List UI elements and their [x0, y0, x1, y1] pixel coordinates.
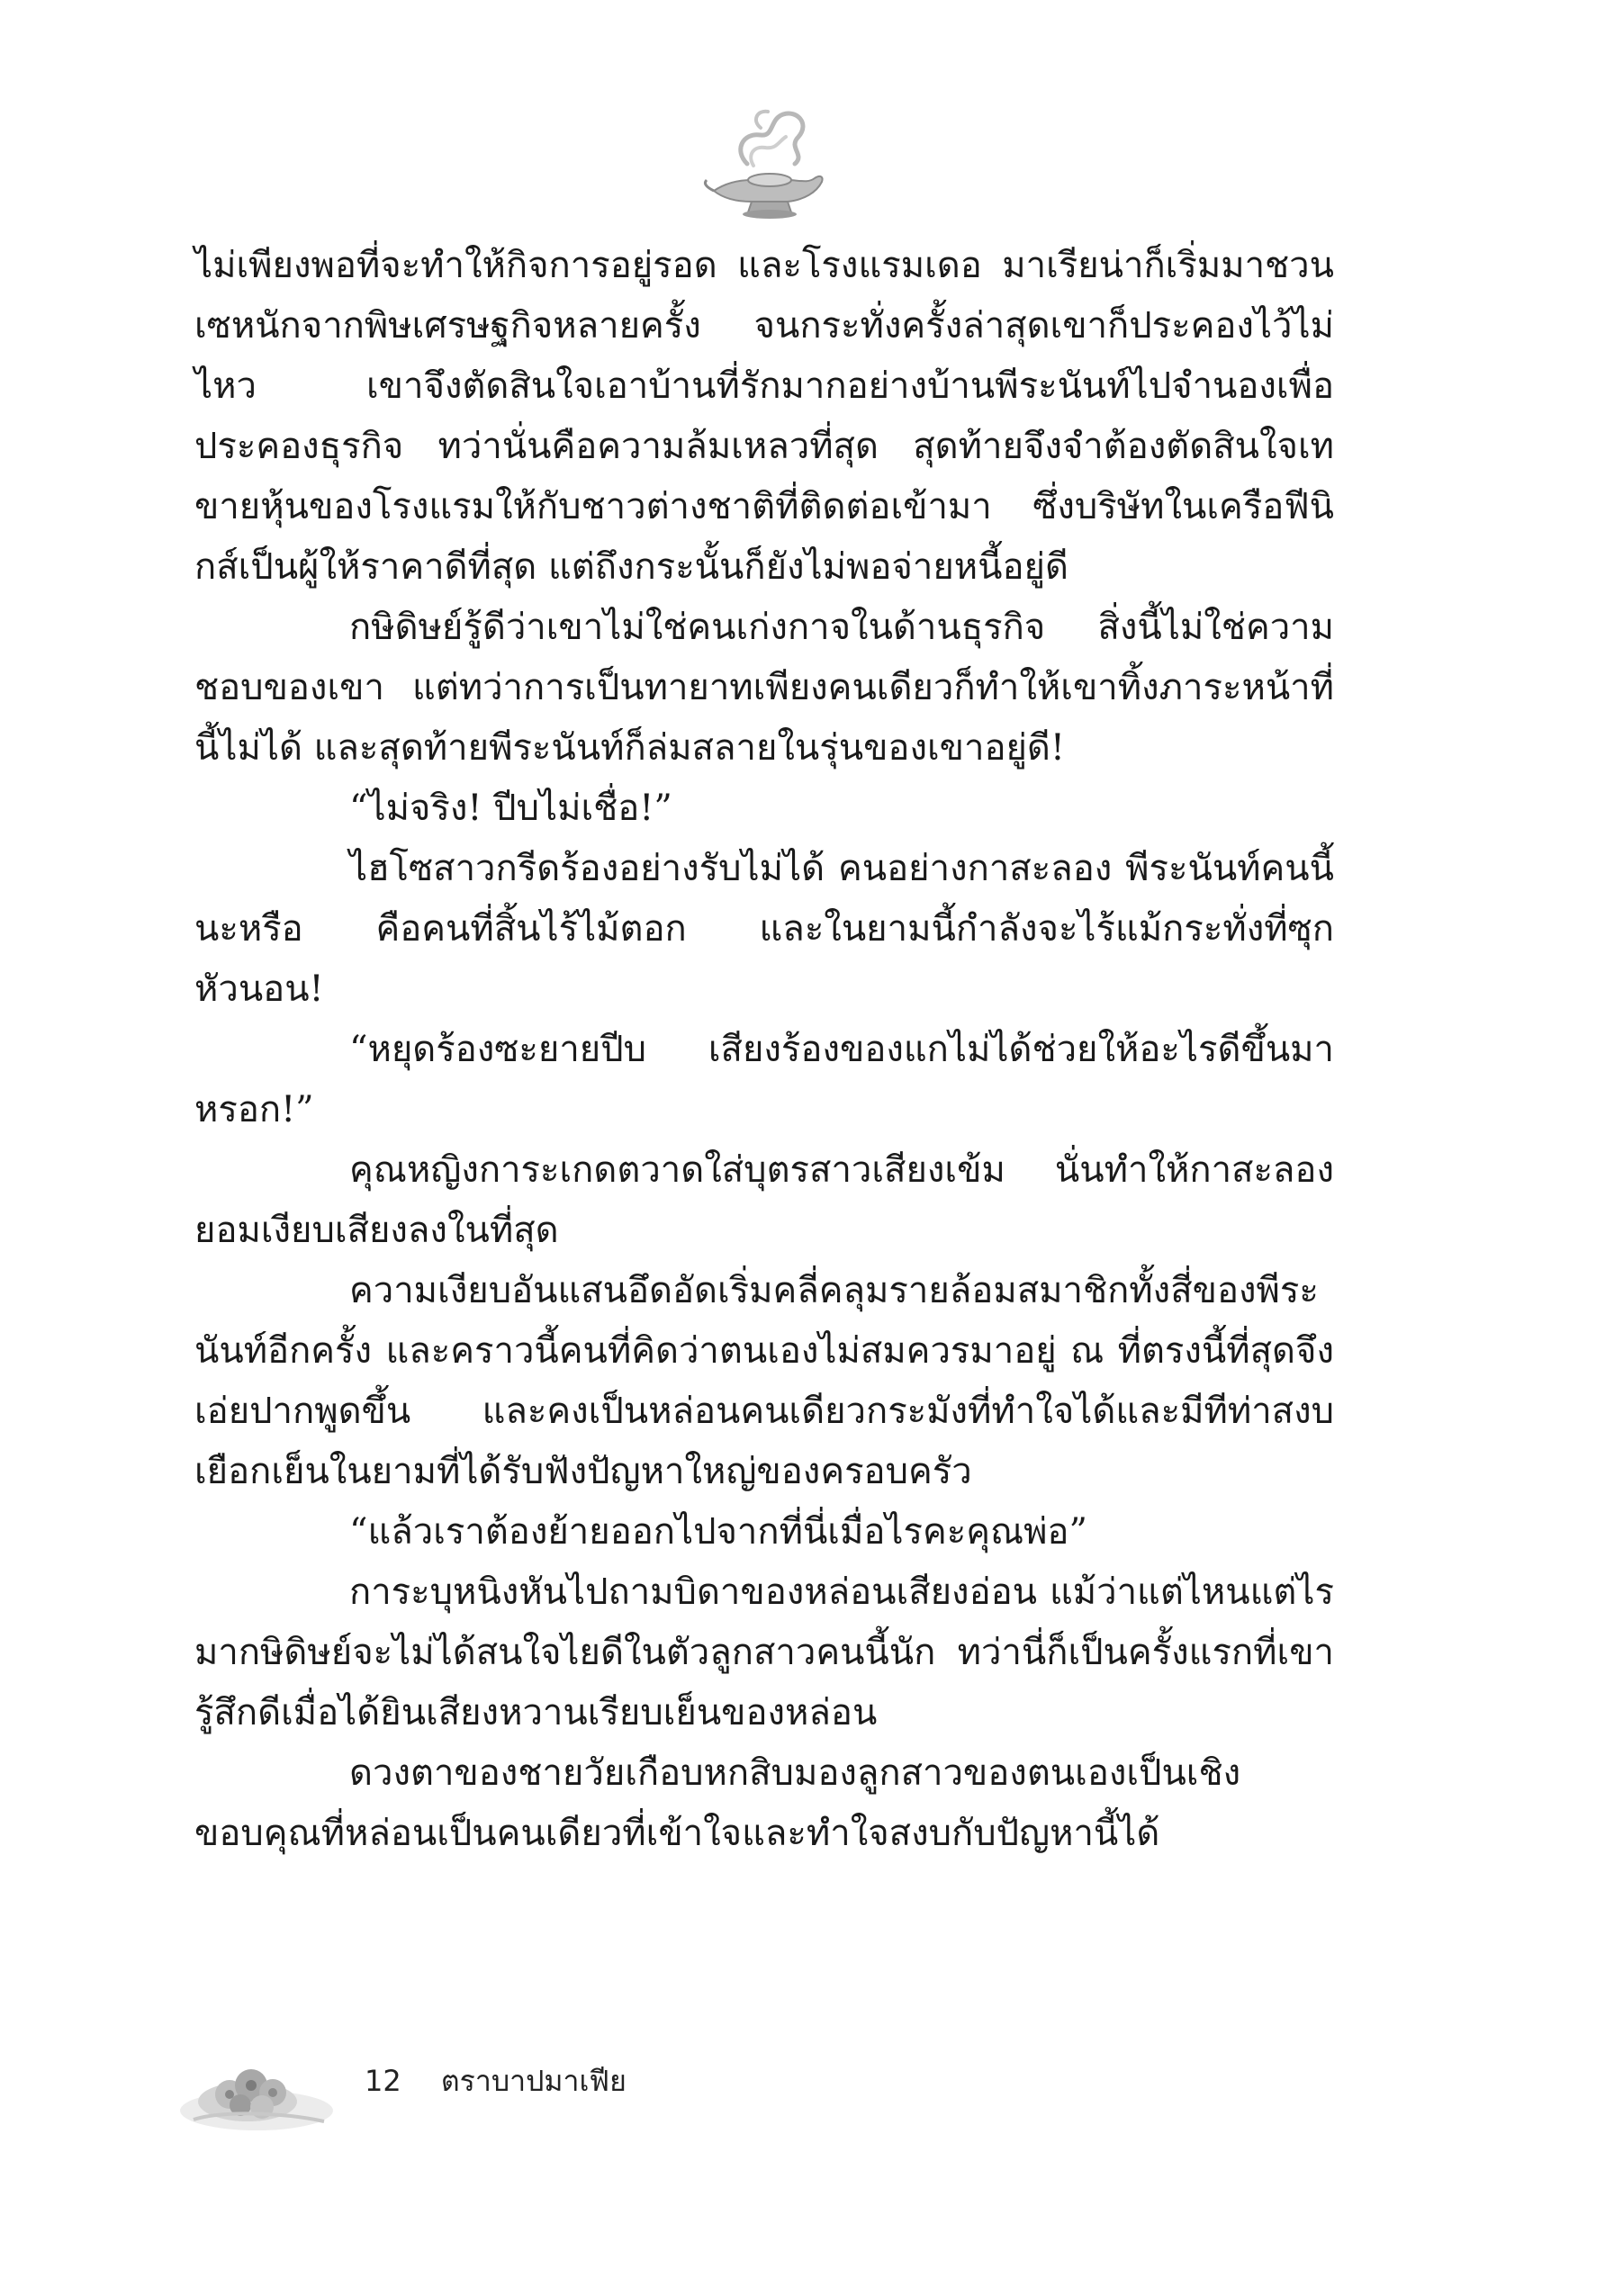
dialogue-paragraph: “ไม่จริง! ปีบไม่เชื่อ!”	[349, 788, 672, 829]
paragraph: ความเงียบอันแสนอึดอัดเริ่มคลี่คลุมรายล้อมสมาชิกทั้งสี่ของพีระนันท์อีกครั้ง และคราวนี้คนที่คิดว่าตนเองไม่สมควรมาอยู่ ณ ที่ตรงนี้ที่สุดจึงเอ่ยปากพูดขึ้น และคงเป็นหล่อนคนเดียวกระมังที่ทำใจได้และมีทีท่าสงบเยือกเย็นในยามที่ได้รับฟังปัญหาใหญ่ของครอบครัว	[194, 1270, 1334, 1492]
dialogue-paragraph: “หยุดร้องซะยายปีบ เสียงร้องของแกไม่ได้ช่วยให้อะไรดีขึ้นมาหรอก!”	[194, 1029, 1334, 1130]
book-title: ตราบาปมาเฟีย	[440, 2064, 627, 2098]
dialogue-paragraph: “แล้วเราต้องย้ายออกไปจากที่นี่เมื่อไรคะคุณพ่อ”	[349, 1511, 1087, 1553]
flower-cluster-icon	[176, 2039, 338, 2138]
paragraph: การะบุหนิงหันไปถามบิดาของหล่อนเสียงอ่อน แม้ว่าแต่ไหนแต่ไรมากษิดิษย์จะไม่ได้สนใจไยดีในตัวลูกสาวคนนี้นัก ทว่านี่ก็เป็นครั้งแรกที่เขารู้สึกดีเมื่อได้ยินเสียงหวานเรียบเย็นของหล่อน	[194, 1571, 1334, 1733]
page-number: 12	[365, 2064, 401, 2098]
paragraph: ไฮโซสาวกรีดร้องอย่างรับไม่ได้ คนอย่างกาสะลอง พีระนันท์คนนี้นะหรือ คือคนที่สิ้นไร้ไม้ตอก และในยามนี้กำลังจะไร้แม้กระทั่งที่ซุกหัวนอน!	[194, 848, 1334, 1010]
paragraph: ดวงตาของชายวัยเกือบหกสิบมองลูกสาวของตนเองเป็นเชิงขอบคุณที่หล่อนเป็นคนเดียวที่เข้าใจและทำใจสงบกับปัญหานี้ได้	[194, 1752, 1241, 1854]
paragraph: คุณหญิงการะเกดตวาดใส่บุตรสาวเสียงเข้ม นั่นทำให้กาสะลองยอมเงียบเสียงลงในที่สุด	[194, 1149, 1334, 1251]
magic-lamp-icon	[698, 101, 833, 236]
page-footer	[176, 2039, 806, 2147]
paragraph: ไม่เพียงพอที่จะทำให้กิจการอยู่รอด และโรงแรมเดอ มาเรียน่าก็เริ่มมาชวนเซหนักจากพิษเศรษฐกิจหลายครั้ง จนกระทั่งครั้งล่าสุดเขาก็ประคองไว้ไม่ไหว เขาจึงตัดสินใจเอาบ้านที่รักมากอย่างบ้านพีระนันท์ไปจำนองเพื่อประคองธุรกิจ ทว่านั่นคือความล้มเหลวที่สุด สุดท้ายจึงจำต้องตัดสินใจเทขายหุ้นของโรงแรมให้กับชาวต่างชาติที่ติดต่อเข้ามา ซึ่งบริษัทในเครือฟีนิกส์เป็นผู้ให้ราคาดีที่สุด แต่ถึงกระนั้นก็ยังไม่พอจ่ายหนี้อยู่ดี	[194, 245, 1334, 588]
body-text	[194, 236, 1334, 1864]
folio	[365, 2058, 627, 2104]
paragraph: กษิดิษย์รู้ดีว่าเขาไม่ใช่คนเก่งกาจในด้านธุรกิจ สิ่งนี้ไม่ใช่ความชอบของเขา แต่ทว่าการเป็นทายาทเพียงคนเดียวก็ทำให้เขาทิ้งภาระหน้าที่นี้ไม่ได้ และสุดท้ายพีระนันท์ก็ล่มสลายในรุ่นของเขาอยู่ดี!	[194, 607, 1334, 769]
